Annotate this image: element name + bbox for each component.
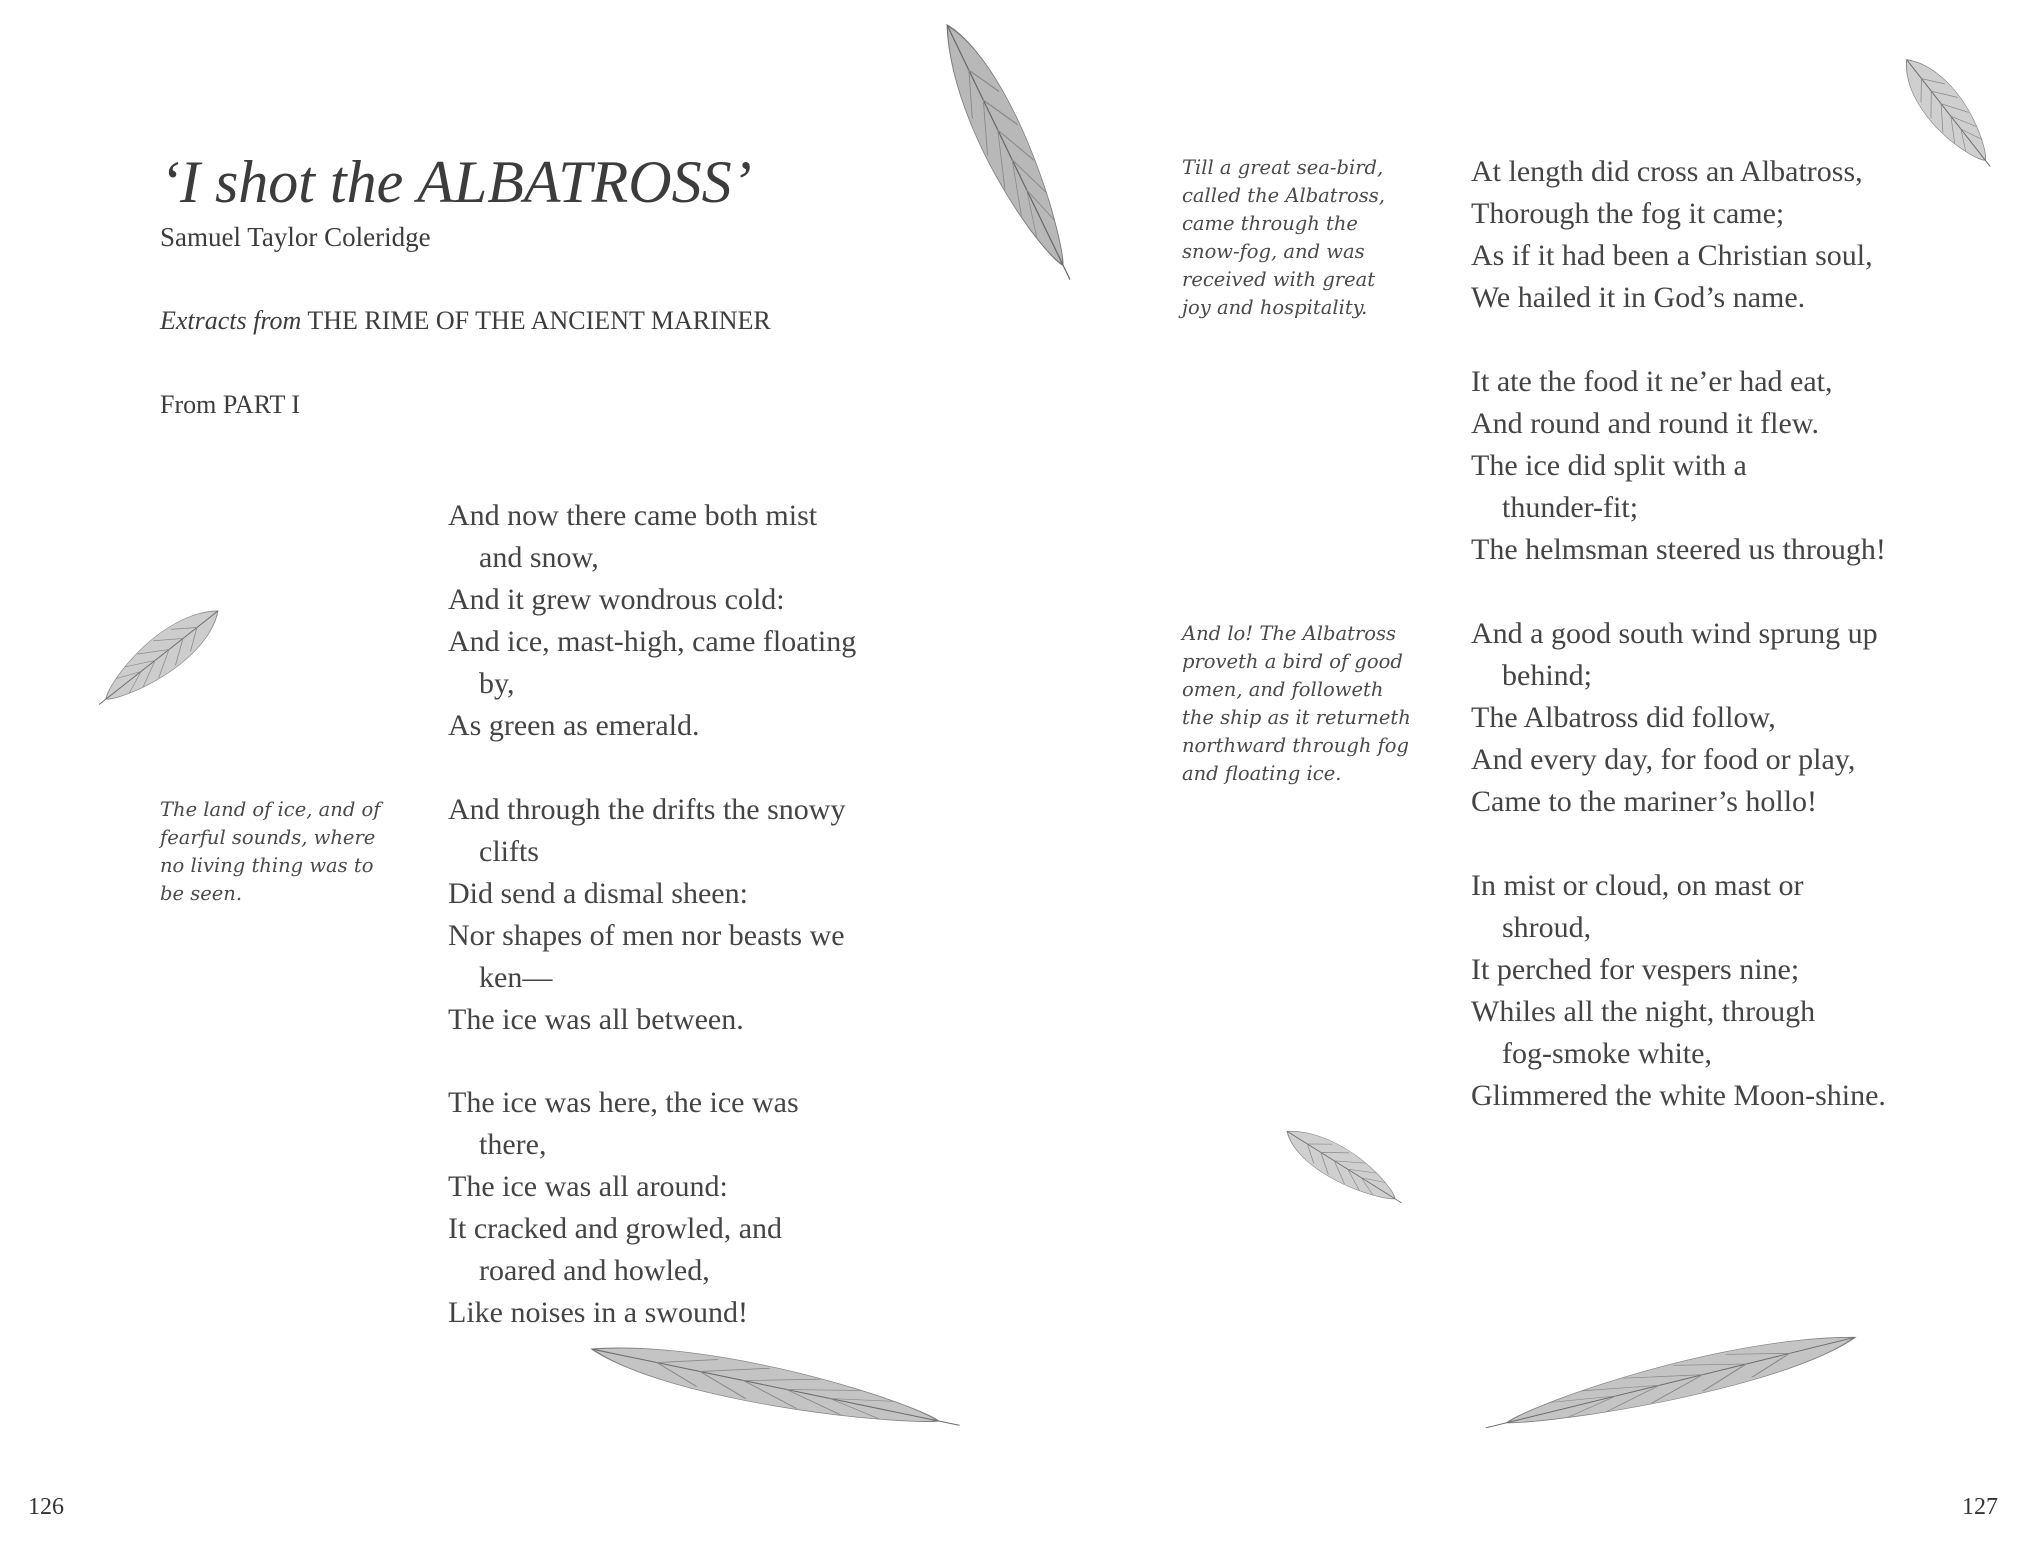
poem-title: ‘I shot the ALBATROSS’ — [160, 149, 752, 215]
gloss-line: proveth a bird of good — [1182, 650, 1403, 673]
verse-line: It ate the food it ne’er had eat, — [1471, 365, 1833, 398]
verse-line: there, — [479, 1128, 547, 1161]
feather-icon — [1266, 1105, 1416, 1225]
stanza — [1471, 151, 1873, 319]
feather-icon — [82, 580, 242, 730]
side-gloss — [160, 796, 380, 908]
stanza — [448, 495, 856, 747]
verse-line: shroud, — [1502, 911, 1592, 944]
feather-icon — [82, 580, 242, 730]
extracts-line — [160, 306, 771, 336]
gloss-line: received with great — [1182, 268, 1376, 291]
verse-line: At length did cross an Albatross, — [1471, 155, 1863, 188]
verse-line: And ice, mast-high, came floating — [448, 625, 857, 658]
feather-icon — [1266, 1105, 1416, 1225]
gloss-line: be seen. — [160, 882, 243, 905]
verse-line: fog-smoke white, — [1502, 1037, 1712, 1070]
feather-icon — [580, 1290, 950, 1480]
gloss-line: Till a great sea-bird, — [1182, 156, 1384, 179]
verse-line: We hailed it in God’s name. — [1471, 281, 1806, 314]
extracts-prefix: Extracts from — [160, 306, 302, 335]
gloss-line: The land of ice, and of — [160, 798, 381, 821]
verse-line: As if it had been a Christian soul, — [1471, 239, 1873, 272]
gloss-line: the ship as it returneth — [1182, 706, 1411, 729]
page-number: 126 — [28, 1494, 64, 1520]
verse-line: thunder-fit; — [1502, 491, 1639, 524]
verse-line: Glimmered the white Moon-shine. — [1471, 1079, 1886, 1112]
verse-line: clifts — [479, 835, 539, 868]
gloss-line: came through the — [1182, 212, 1358, 235]
feather-icon — [1486, 1290, 1876, 1470]
gloss-line: northward through fog — [1182, 734, 1410, 757]
gloss-line: snow-fog, and was — [1182, 240, 1365, 263]
page-number: 127 — [1962, 1494, 1998, 1520]
verse-line: The ice was all between. — [448, 1003, 744, 1036]
gloss-line: joy and hospitality. — [1182, 296, 1368, 319]
verse-line: roared and howled, — [479, 1254, 710, 1287]
verse-line: And a good south wind sprung up — [1471, 617, 1878, 650]
part-heading: From PART I — [160, 390, 301, 419]
verse-line: ken— — [479, 961, 553, 994]
verse-line: As green as emerald. — [448, 709, 700, 742]
verse-line: And round and round it flew. — [1471, 407, 1819, 440]
feather-icon — [1876, 40, 2016, 180]
verse-line: Thorough the fog it came; — [1471, 197, 1785, 230]
stanza — [1471, 865, 1886, 1117]
verse-line: Like noises in a swound! — [448, 1296, 748, 1329]
feather-icon — [1876, 40, 2016, 180]
verse-line: It cracked and growled, and — [448, 1212, 783, 1245]
gloss-line: and floating ice. — [1182, 762, 1342, 785]
verse-line: In mist or cloud, on mast or — [1471, 869, 1804, 902]
verse-line: It perched for vespers nine; — [1471, 953, 1800, 986]
feather-icon — [1486, 1290, 1876, 1470]
verse-line: And through the drifts the snowy — [448, 793, 846, 826]
stanza — [1471, 361, 1886, 571]
poem-author: Samuel Taylor Coleridge — [160, 222, 431, 252]
verse-line: Nor shapes of men nor beasts we — [448, 919, 845, 952]
verse-line: Came to the mariner’s hollo! — [1471, 785, 1818, 818]
verse-line: and snow, — [479, 541, 599, 574]
gloss-line: no living thing was to — [160, 854, 374, 877]
side-gloss — [1182, 154, 1385, 322]
verse-line: behind; — [1502, 659, 1592, 692]
right-page — [1016, 0, 2032, 1560]
verse-line: Did send a dismal sheen: — [448, 877, 748, 910]
feather-icon — [580, 1290, 950, 1480]
verse-line: And every day, for food or play, — [1471, 743, 1856, 776]
gloss-line: And lo! The Albatross — [1182, 622, 1396, 645]
side-gloss — [1182, 620, 1411, 788]
verse-line: by, — [479, 667, 515, 700]
stanza — [1471, 613, 1878, 823]
verse-line: The helmsman steered us through! — [1471, 533, 1886, 566]
extracts-work: THE RIME OF THE ANCIENT MARINER — [307, 306, 771, 335]
verse-line: Whiles all the night, through — [1471, 995, 1816, 1028]
verse-line: The ice was all around: — [448, 1170, 728, 1203]
verse-line: The Albatross did follow, — [1471, 701, 1776, 734]
verse-line: The ice did split with a — [1471, 449, 1747, 482]
gloss-line: called the Albatross, — [1182, 184, 1385, 207]
verse-line: And now there came both mist — [448, 499, 818, 532]
gloss-line: fearful sounds, where — [160, 826, 376, 849]
verse-line: The ice was here, the ice was — [448, 1086, 799, 1119]
verse-line: And it grew wondrous cold: — [448, 583, 785, 616]
stanza — [448, 789, 845, 1041]
gloss-line: omen, and followeth — [1182, 678, 1384, 701]
